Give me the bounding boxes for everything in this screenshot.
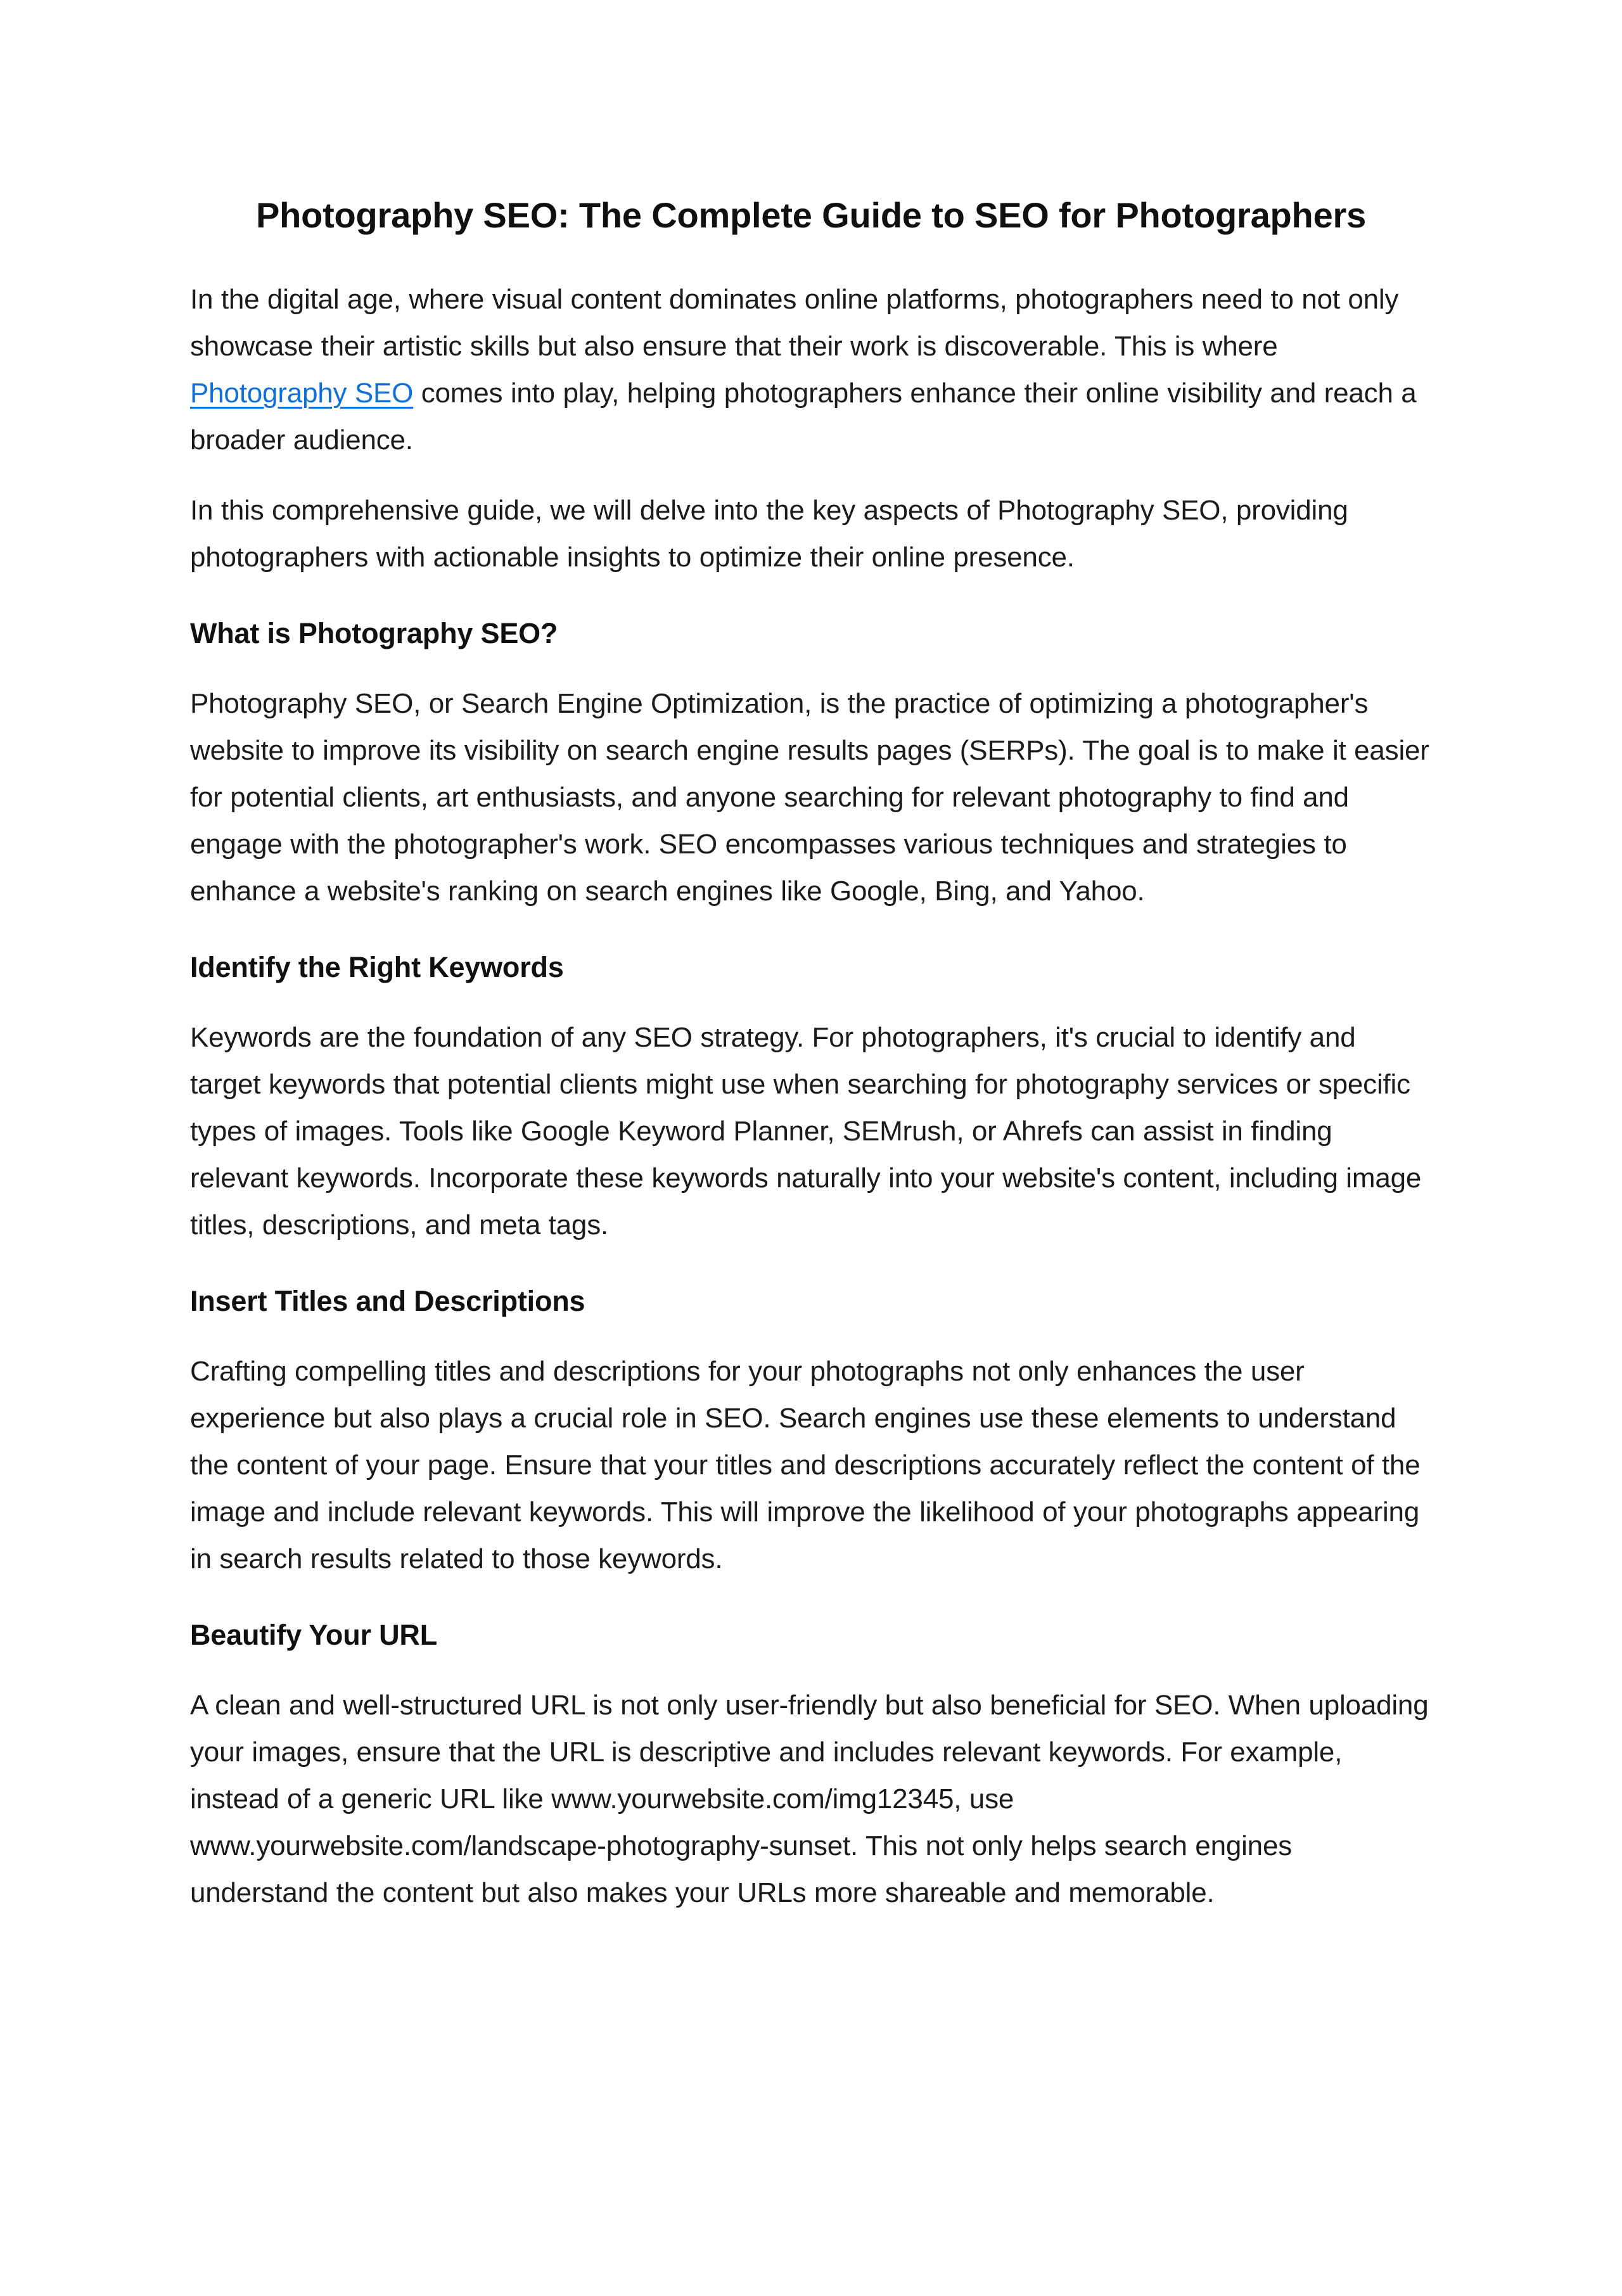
section-body-insert-titles-and-descriptions: Crafting compelling titles and descriptions for your photographs not only enhances the user experience but also plays a crucial role in SEO. Search engines use these elements to understand the content of your page. Ensure that your titles and descriptions accurately reflect the content of the image and include relevant keywords. This will improve the likelihood of your photographs appearing in search results related to those keywords. (190, 1356, 1421, 1574)
section-heading-beautify-your-url: Beautify Your URL (190, 1619, 437, 1651)
intro-paragraph-1 (190, 276, 1432, 464)
section-body-beautify-your-url: A clean and well-structured URL is not only user-friendly but also beneficial for SEO. When uploading your images, ensure that the URL is descriptive and includes relevant keywords. For example, instead of a generic URL like www.yourwebsite.com/img12345, use www.yourwebsite.com/landscape-photography-sunset. This not only helps search engines understand the content but also makes your URLs more shareable and memorable. (190, 1690, 1429, 1908)
page-title: Photography SEO: The Complete Guide to SEO for Photographers (255, 195, 1367, 235)
section-heading-identify-the-right-keywords: Identify the Right Keywords (190, 951, 564, 983)
section-heading-what-is-photography-seo: What is Photography SEO? (190, 617, 558, 649)
photography-seo-link[interactable]: Photography SEO (190, 378, 414, 409)
section-body-identify-the-right-keywords: Keywords are the foundation of any SEO strategy. For photographers, it's crucial to identify and target keywords that potential clients might use when searching for photography services or specific types of images. Tools like Google Keyword Planner, SEMrush, or Ahrefs can assist in finding relevant keywords. Incorporate these keywords naturally into your website's content, including image titles, descriptions, and meta tags. (190, 1022, 1422, 1240)
intro-paragraph-1-after-link: comes into play, helping photographers enhance their online visibility and reach a broader audience. (190, 378, 1417, 456)
section-body-what-is-photography-seo: Photography SEO, or Search Engine Optimization, is the practice of optimizing a photographer's website to improve its visibility on search engine results pages (SERPs). The goal is to make it easier for potential clients, art enthusiasts, and anyone searching for relevant photography to find and engage with the photographer's work. SEO encompasses various techniques and strategies to enhance a website's ranking on search engines like Google, Bing, and Yahoo. (190, 688, 1429, 907)
intro-paragraph-2: In this comprehensive guide, we will delve into the key aspects of Photography SEO, providing photographers with actionable insights to optimize their online presence. (190, 495, 1348, 573)
intro-paragraph-1-before-link: In the digital age, where visual content dominates online platforms, photographers need to not only showcase their artistic skills but also ensure that their work is discoverable. This is where (190, 284, 1399, 362)
section-heading-insert-titles-and-descriptions: Insert Titles and Descriptions (190, 1285, 585, 1317)
